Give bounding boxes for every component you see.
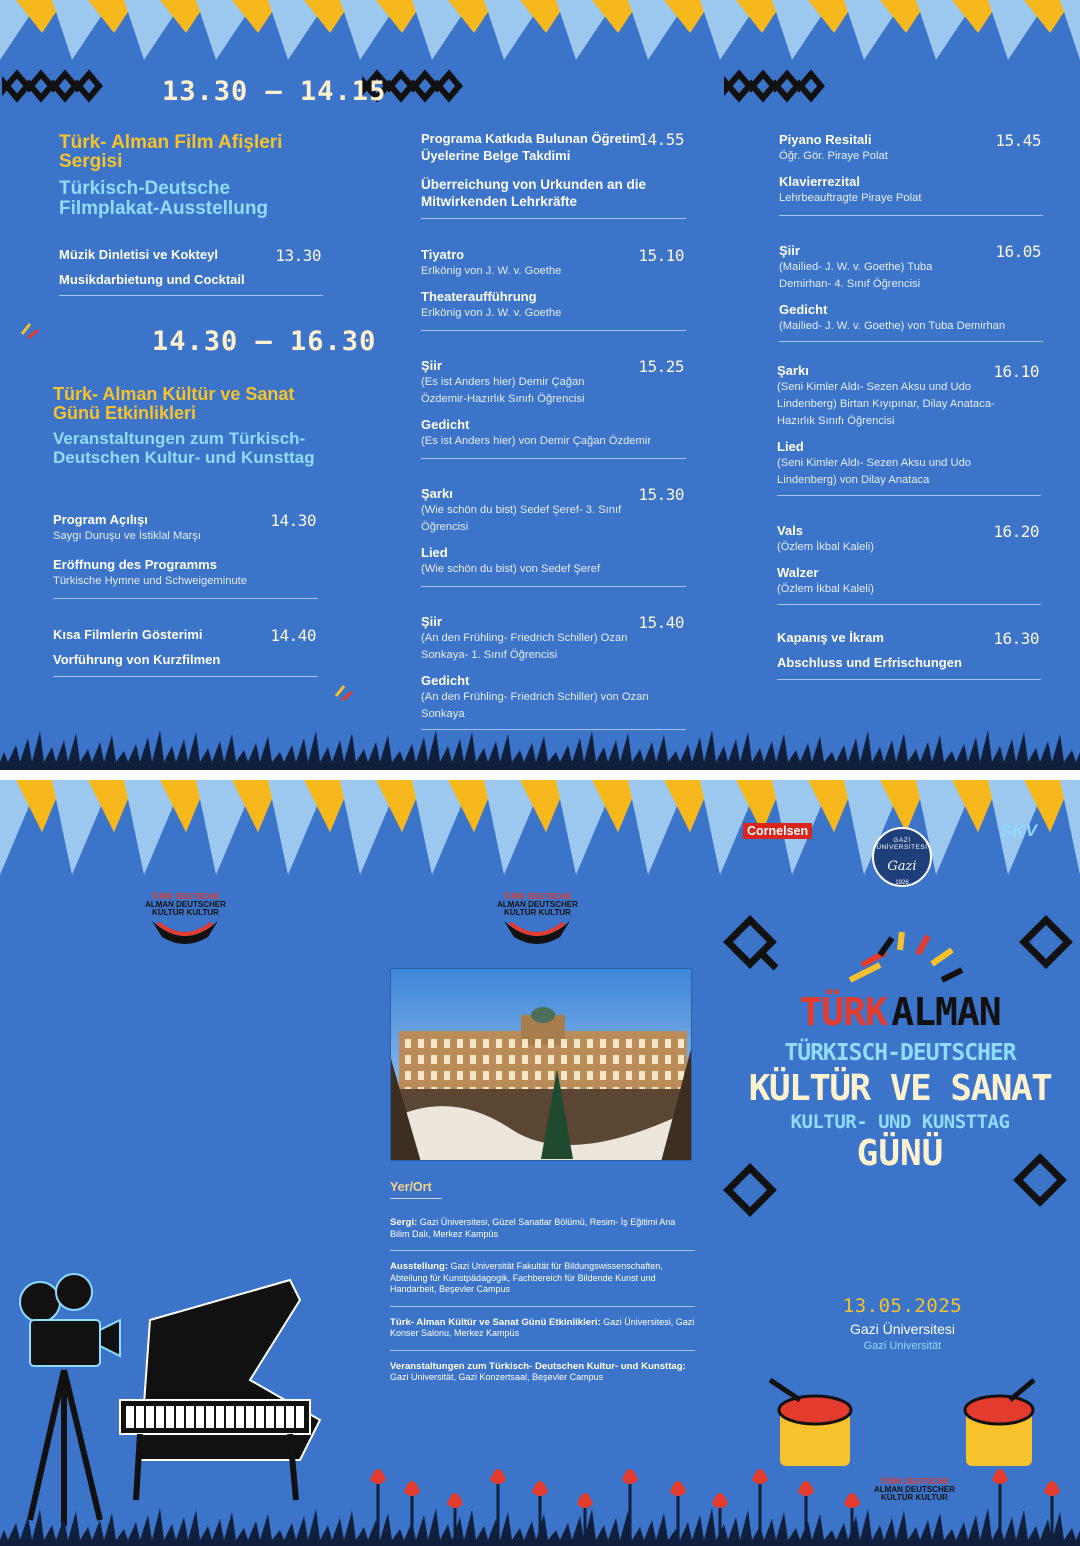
cornelsen-logo: Cornelsen	[743, 823, 812, 839]
venue-entry: Sergi: Gazi Üniversitesi, Güzel Sanatlar Bölümü, Resim- İş Eğitimi Ana Bilim Dalı, Merkez Kampüs	[390, 1217, 695, 1251]
item-title-de: Überreichung von Urkunden an die Mitwirkenden Lehrkräfte	[421, 177, 647, 209]
exhibition-block	[59, 133, 324, 219]
item-sub-de: (Es ist Anders hier) von Demir Çağan Özdemir	[421, 435, 652, 447]
item-sub-tr: Saygı Duruşu ve İstiklal Marşı	[53, 530, 201, 542]
item-title-de: Eröffnung des Programms	[53, 557, 217, 572]
title-alman: ALMAN	[891, 990, 1001, 1034]
venue-entry: Türk- Alman Kültür ve Sanat Günü Etkinlikleri: Gazi Üniversitesi, Gazi Konser Salonu, Merkez Kampüs	[390, 1317, 695, 1351]
item-time: 16.30	[993, 629, 1039, 648]
program-item	[421, 246, 686, 331]
item-title-tr: Şiir	[779, 243, 800, 258]
time-block-1: 13.30 – 14.15	[162, 76, 387, 107]
item-sub-de: Türkische Hymne und Schweigeminute	[53, 575, 248, 587]
program-item	[53, 626, 318, 677]
item-title-tr: Kısa Filmlerin Gösterimi	[53, 627, 203, 642]
item-sub-tr: Öğr. Gör. Piraye Polat	[779, 150, 888, 162]
item-title-de: Gedicht	[779, 302, 828, 317]
venue-entry: Veranstaltungen zum Türkisch- Deutschen Kultur- und Kunsttag: Gazi Universität, Gazi Konzertsaal, Beşevler Campus	[390, 1360, 686, 1382]
event-date: 13.05.2025	[842, 1295, 963, 1317]
item-title-de: Musikdarbietung und Cocktail	[59, 272, 245, 287]
event-title-tr: Türk- Alman Kültür ve Sanat Günü Etkinlikleri	[53, 384, 295, 423]
item-time: 16.20	[993, 522, 1039, 541]
program-item	[421, 613, 686, 730]
item-title-de: Gedicht	[421, 417, 470, 432]
col3-items	[779, 131, 1043, 342]
item-sub-de: (Mailied- J. W. v. Goethe) von Tuba Demirhan	[779, 320, 1006, 332]
cover-panel	[0, 780, 1080, 1546]
program-item	[421, 357, 686, 459]
item-time: 14.40	[270, 626, 316, 645]
item-sub-de: (Özlem İkbal Kaleli)	[777, 583, 874, 595]
item-sub-de: (An den Frühling- Friedrich Schiller) von Ozan Sonkaya	[421, 691, 649, 720]
skv-logo: SKV	[1000, 821, 1038, 840]
item-time: 15.40	[638, 613, 684, 632]
item-title-tr: Program Açılışı	[53, 512, 148, 527]
item-sub-de: (Seni Kimler Aldı- Sezen Aksu und Udo Lindenberg) von Dilay Anataca	[777, 457, 972, 486]
program-item	[779, 131, 1043, 216]
exhibition-title-tr: Türk- Alman Film Afişleri Sergisi	[59, 132, 283, 172]
program-item	[777, 522, 1041, 605]
item-title-de: Vorführung von Kurzfilmen	[53, 652, 221, 667]
title-gunu: GÜNÜ	[856, 1133, 944, 1174]
col1-items-b	[53, 511, 318, 677]
program-item	[777, 629, 1041, 680]
cover-title	[720, 990, 1080, 1174]
program-panel	[0, 0, 1080, 770]
item-title-tr: Programa Katkıda Bulunan Öğretim Üyelerine Belge Takdimi	[421, 131, 642, 163]
col1-items-a	[59, 246, 323, 296]
item-title-de: Lied	[421, 545, 448, 560]
exhibition-title-de: Türkisch-Deutsche Filmplakat-Ausstellung	[59, 178, 269, 219]
date-block	[800, 1295, 1005, 1352]
item-title-tr: Şarkı	[777, 363, 809, 378]
item-sub-tr: Erlkönig von J. W. v. Goethe	[421, 265, 562, 277]
item-sub-tr: (Mailied- J. W. v. Goethe) Tuba Demirhan- 4. Sınıf Öğrencisi	[779, 261, 933, 290]
item-time: 15.45	[995, 131, 1041, 150]
program-item	[53, 511, 318, 599]
title-de-line1: TÜRKISCH-DEUTSCHER	[784, 1040, 1016, 1066]
item-time: 16.05	[995, 242, 1041, 261]
item-time: 14.55	[638, 130, 684, 149]
title-de-line2: KULTUR- UND KUNSTTAG	[790, 1111, 1010, 1133]
item-title-de: Klavierrezital	[779, 174, 860, 189]
event-logo: TÜRK DEUTSCHE ALMAN DEUTSCHER KÜLTÜR KULTUR	[874, 1477, 955, 1502]
title-turk: TÜRK	[799, 990, 887, 1034]
col3-items-b	[777, 362, 1041, 680]
university-tr: Gazi Üniversitesi	[849, 1321, 956, 1337]
program-item	[421, 130, 686, 219]
university-de: Gazi Universität	[863, 1340, 942, 1352]
item-sub-tr: (An den Frühling- Friedrich Schiller) Ozan Sonkaya- 1. Sınıf Öğrencisi	[421, 632, 628, 661]
item-title-de: Walzer	[777, 565, 819, 580]
program-item	[421, 485, 686, 587]
item-time: 15.30	[638, 485, 684, 504]
piano-icon	[120, 1280, 320, 1500]
ornament-icon	[5, 74, 821, 98]
program-item	[779, 242, 1043, 342]
venue-entry: Ausstellung: Gazi Universität Fakultät für Bildungswissenschaften, Abteilung für Kunstpädagogik, Fachbereich für Bildende Kunst und Handarbeit, Beşevler Campus	[390, 1261, 695, 1307]
event-logo: TÜRK DEUTSCHE ALMAN DEUTSCHER KÜLTÜR KULTUR	[145, 893, 226, 947]
item-sub-de: Lehrbeauftragte Piraye Polat	[779, 192, 922, 204]
item-title-de: Gedicht	[421, 673, 470, 688]
item-time: 14.30	[270, 511, 316, 530]
item-time: 15.10	[638, 246, 684, 265]
venue-title: Yer/Ort	[390, 1180, 442, 1199]
event-logo: TÜRK DEUTSCHE ALMAN DEUTSCHER KÜLTÜR KULTUR	[497, 893, 578, 947]
item-sub-tr: (Es ist Anders hier) Demir Çağan Özdemir-Hazırlık Sınıfı Öğrencisi	[421, 376, 585, 405]
item-title-de: Lied	[777, 439, 804, 454]
event-block	[53, 385, 318, 467]
event-title-de: Veranstaltungen zum Türkisch- Deutschen Kultur- und Kunsttag	[53, 429, 315, 467]
item-title-tr: Müzik Dinletisi ve Kokteyl	[59, 247, 218, 262]
item-title-tr: Şiir	[421, 358, 442, 373]
campus-photo	[390, 968, 692, 1161]
item-sub-tr: (Özlem İkbal Kaleli)	[777, 541, 874, 553]
program-item	[777, 362, 1041, 496]
item-time: 16.10	[993, 362, 1039, 381]
item-title-de: Abschluss und Erfrischungen	[777, 655, 962, 670]
item-title-tr: Şiir	[421, 614, 442, 629]
item-sub-tr: (Wie schön du bist) Sedef Şeref- 3. Sınıf Öğrencisi	[421, 504, 622, 533]
item-title-tr: Tiyatro	[421, 247, 465, 262]
item-time: 13.30	[275, 246, 321, 265]
sunburst-icon	[850, 932, 962, 980]
item-title-tr: Vals	[777, 523, 804, 538]
item-time: 15.25	[638, 357, 684, 376]
item-sub-de: Erlkönig von J. W. v. Goethe	[421, 307, 562, 319]
gazi-university-seal: GAZİ ÜNİVERSİTESİ Gazi 1926	[872, 827, 932, 887]
item-title-tr: Piyano Resitali	[779, 132, 872, 147]
program-item	[59, 246, 323, 296]
time-block-2: 14.30 – 16.30	[152, 326, 377, 357]
venue-section	[390, 1178, 695, 1394]
drum-icon	[770, 1380, 1034, 1466]
item-title-de: Theateraufführung	[421, 289, 537, 304]
title-kultur: KÜLTÜR VE SANAT	[748, 1068, 1052, 1109]
item-title-tr: Kapanış ve İkram	[777, 630, 884, 645]
film-camera-icon	[20, 1274, 120, 1526]
col2-items	[421, 130, 686, 730]
item-sub-de: (Wie schön du bist) von Sedef Şeref	[421, 563, 601, 575]
item-sub-tr: (Seni Kimler Aldı- Sezen Aksu und Udo Lindenberg) Birtan Kıyıpınar, Dilay Anataca- Hazırlık Sınıfı Öğrencisi	[777, 381, 995, 427]
item-title-tr: Şarkı	[421, 486, 453, 501]
